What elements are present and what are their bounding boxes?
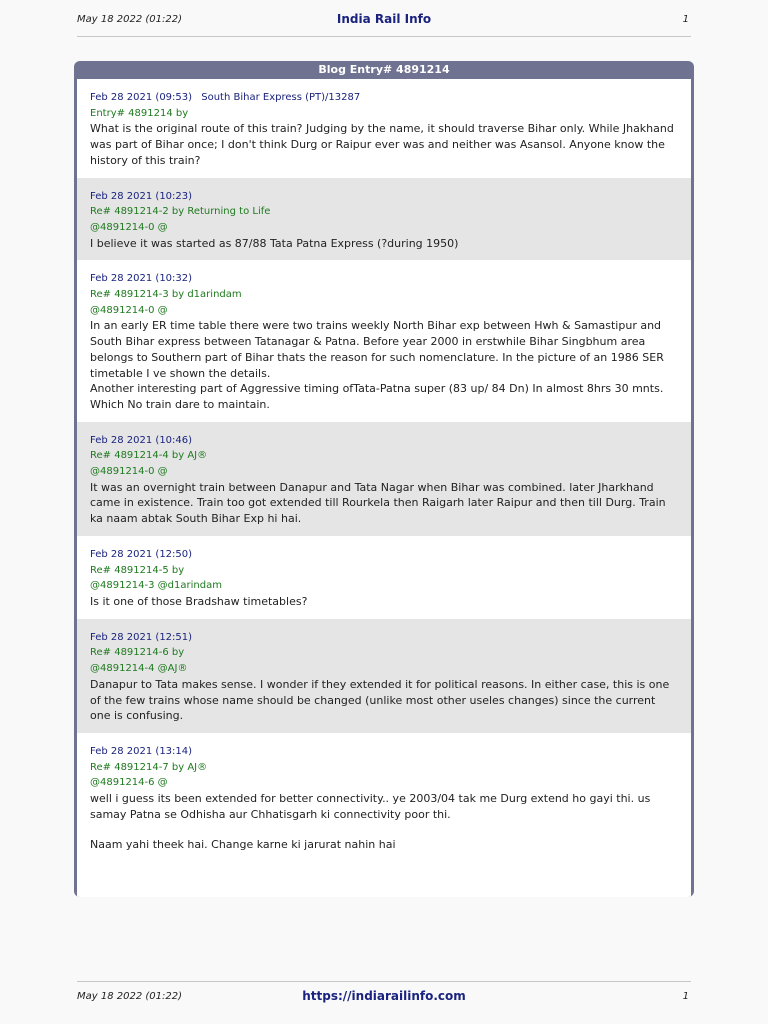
- post-text: [90, 236, 678, 252]
- post-paragraph: Naam yahi theek hai. Change karne ki jarurat nahin hai: [90, 838, 396, 852]
- post-paragraph: Danapur to Tata makes sense. I wonder if they extended it for political reasons. In either case, this is one of the few trains whose name should be changed (unlike most other useles changes) since the current one is confusing.: [90, 677, 670, 723]
- post-entry-id[interactable]: Entry# 4891214 by: [90, 107, 189, 119]
- post-reply-to[interactable]: @4891214-3 @d1arindam: [90, 580, 222, 592]
- post-text: [90, 594, 678, 610]
- blog-post: [77, 733, 691, 862]
- post-reply-author[interactable]: Re# 4891214-2 by Returning to Life: [90, 206, 271, 218]
- footer-page-number: 1: [682, 991, 689, 1002]
- post-paragraph: What is the original route of this train? Judging by the name, it should traverse Bihar only. While Jhakhand was part of Bihar once; I don't think Durg or Raipur ever was and neither was Asansol. Anyone know the history of this train?: [90, 122, 674, 167]
- post-reply-to[interactable]: @4891214-0 @: [90, 304, 168, 316]
- post-date[interactable]: Feb 28 2021 (10:23): [90, 190, 193, 202]
- post-reply-author[interactable]: Re# 4891214-4 by AJ®: [90, 450, 208, 462]
- post-date[interactable]: Feb 28 2021 (13:14): [90, 745, 193, 757]
- post-text: [90, 318, 678, 412]
- post-text: [90, 121, 678, 168]
- post-date[interactable]: Feb 28 2021 (10:46): [90, 434, 193, 446]
- post-reply-author[interactable]: Re# 4891214-5 by: [90, 564, 185, 576]
- post-reply-author[interactable]: Re# 4891214-3 by d1arindam: [90, 289, 242, 301]
- site-title[interactable]: India Rail Info: [336, 12, 432, 26]
- blog-post: [77, 536, 691, 619]
- blog-post: [77, 79, 691, 178]
- post-text: [90, 480, 678, 527]
- blog-post: [77, 619, 691, 733]
- blog-entry-panel: [74, 61, 694, 897]
- post-reply-to[interactable]: @4891214-0 @: [90, 466, 168, 478]
- post-date[interactable]: Feb 28 2021 (12:51): [90, 631, 193, 643]
- post-paragraph: I believe it was started as 87/88 Tata Patna Express (?during 1950): [90, 236, 459, 250]
- post-reply-to[interactable]: @4891214-0 @: [90, 221, 168, 233]
- post-date[interactable]: Feb 28 2021 (10:32): [90, 273, 193, 285]
- site-url-link[interactable]: https://indiarailinfo.com: [302, 989, 466, 1003]
- post-paragraph: In an early ER time table there were two trains weekly North Bihar exp between Hwh & Samastipur and South Bihar express between Tatanagar & Patna. Before year 2000 in erstwhile Bihar Singbhum area belongs to Southern part of Bihar thats the reason for such nomenclature. In the picture of an 1986 SER timetable I ve shown the details.: [90, 319, 664, 380]
- header-date: May 18 2022 (01:22): [77, 14, 183, 25]
- blog-post: [77, 260, 691, 421]
- post-reply-to[interactable]: @4891214-4 @AJ®: [90, 663, 188, 675]
- post-paragraph: Another interesting part of Aggressive timing ofTata-Patna super (83 up/ 84 Dn) In almost 8hrs 30 mnts. Which No train dare to maintain.: [90, 382, 664, 411]
- post-paragraph: Is it one of those Bradshaw timetables?: [90, 594, 308, 608]
- header-page-number: 1: [682, 14, 689, 25]
- page-footer: [77, 981, 691, 1002]
- train-link[interactable]: South Bihar Express (PT)/13287: [201, 92, 361, 103]
- post-text: [90, 791, 678, 853]
- blog-entry-title: Blog Entry# 4891214: [318, 63, 450, 76]
- blog-post: [77, 422, 691, 536]
- footer-date: May 18 2022 (01:22): [77, 991, 183, 1002]
- post-text: [90, 677, 678, 724]
- post-date[interactable]: Feb 28 2021 (12:50): [90, 548, 193, 560]
- blog-posts-list: [77, 79, 691, 897]
- post-paragraph: It was an overnight train between Danapur and Tata Nagar when Bihar was combined. later Jharkhand came in existence. Train too got extended till Rourkela then Raigarh later Raipur and then till Durg. Train ka naam abtak South Bihar Exp hi hai.: [90, 480, 666, 526]
- post-reply-author[interactable]: Re# 4891214-7 by AJ®: [90, 761, 208, 773]
- post-reply-to[interactable]: @4891214-6 @: [90, 777, 168, 789]
- blog-post: [77, 178, 691, 261]
- post-reply-author[interactable]: Re# 4891214-6 by: [90, 647, 185, 659]
- post-paragraph: well i guess its been extended for better connectivity.. ye 2003/04 tak me Durg extend ho gayi thi. us samay Patna se Odhisha aur Chhatisgarh ki connectivity poor thi.: [90, 792, 651, 821]
- page-header: [77, 11, 691, 37]
- post-date[interactable]: Feb 28 2021 (09:53): [90, 92, 193, 103]
